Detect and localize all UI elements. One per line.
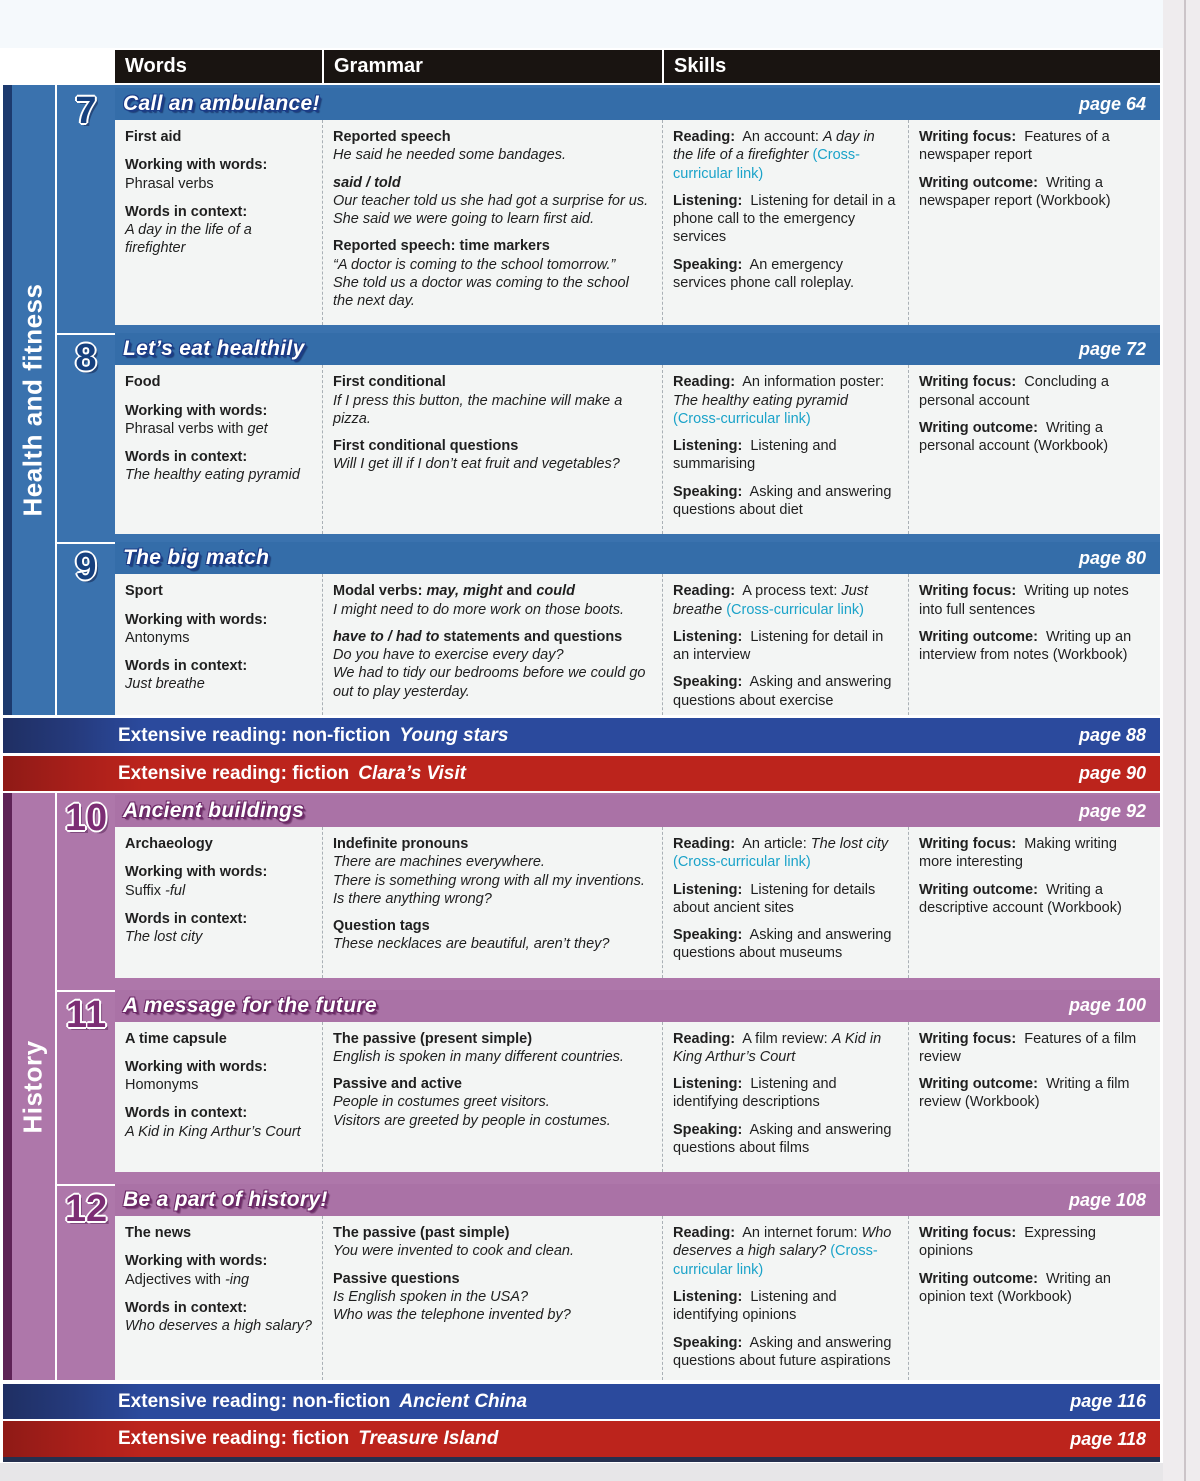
unit-title-bar <box>115 795 1160 827</box>
grammar-heading: The passive (present simple) <box>333 1030 533 1047</box>
unit-number: 9 <box>57 542 115 715</box>
writing-outcome: Writing outcome: Writing a descriptive account (Workbook) <box>919 881 1122 916</box>
extensive-reading-fiction-treasure-island: Extensive reading: fiction Treasure Island page 118 <box>3 1421 1160 1457</box>
page-right-margin <box>1163 0 1200 1481</box>
words-topic: A time capsule <box>125 1030 227 1047</box>
writing-focus: Writing focus: Features of a newspaper report <box>919 129 1110 164</box>
grammar-example: Do you have to exercise every day? <box>333 647 564 664</box>
grammar-heading: Passive and active <box>333 1076 462 1093</box>
unit-page-number: page 100 <box>1068 995 1146 1016</box>
page-bottom-margin <box>0 1463 1163 1481</box>
working-with-words-value: Adjectives with -ing <box>125 1271 250 1288</box>
skills-speaking: Speaking: Asking and answering questions about diet <box>673 483 892 518</box>
column-header-grammar: Grammar <box>322 50 662 83</box>
unit-title-bar <box>115 542 1160 574</box>
unit-number: 12 <box>57 1184 115 1380</box>
words-cell <box>115 1216 322 1380</box>
skills-listening: Listening: Listening for detail in an interview <box>673 628 884 664</box>
words-in-context-value: Who deserves a high salary? <box>125 1318 312 1335</box>
writing-cell <box>908 574 1160 715</box>
skills-cell <box>662 365 908 534</box>
skills-listening: Listening: Listening and identifying opinions <box>673 1288 837 1324</box>
grammar-heading: First conditional <box>333 374 446 391</box>
words-in-context-label: Words in context: <box>125 449 248 466</box>
extensive-reading-fiction-claras-visit: Extensive reading: fiction Clara’s Visit page 90 <box>3 756 1160 791</box>
working-with-words-label: Working with words: <box>125 157 268 174</box>
unit-number: 7 <box>75 90 97 132</box>
skills-speaking: Speaking: An emergency services phone call roleplay. <box>673 256 855 291</box>
writing-cell <box>908 1022 1160 1173</box>
grammar-example: Who was the telephone invented by? <box>333 1307 571 1324</box>
writing-outcome: Writing outcome: Writing an opinion text (Workbook) <box>919 1270 1111 1305</box>
unit-number: 8 <box>57 333 115 534</box>
working-with-words-value: Phrasal verbs with get <box>125 420 268 437</box>
unit-page-number: page 64 <box>1078 93 1146 114</box>
words-topic: The news <box>125 1225 192 1242</box>
writing-focus: Writing focus: Making writing more interesting <box>919 836 1117 871</box>
skills-reading: Reading: A film review: A Kid in King Arthur’s Court <box>673 1030 882 1065</box>
grammar-example: Will I get ill if I don’t eat fruit and vegetables? <box>333 456 620 473</box>
words-cell <box>115 365 322 534</box>
skills-speaking: Speaking: Asking and answering questions about future aspirations <box>673 1334 892 1369</box>
unit-title-bar <box>115 990 1160 1022</box>
unit-title-bar <box>115 88 1160 120</box>
skills-cell <box>662 1022 908 1173</box>
grammar-heading: Reported speech: time markers <box>333 238 550 255</box>
grammar-example: There are machines everywhere. <box>333 854 545 871</box>
grammar-cell <box>322 1216 662 1380</box>
writing-focus: Writing focus: Expressing opinions <box>919 1225 1096 1260</box>
unit-title: A message for the future <box>123 993 377 1017</box>
grammar-example: He said he needed some bandages. <box>333 147 566 164</box>
writing-outcome: Writing outcome: Writing a newspaper report (Workbook) <box>919 174 1111 209</box>
writing-cell <box>908 120 1160 325</box>
words-in-context-label: Words in context: <box>125 658 248 675</box>
cross-curricular-link: (Cross-curricular link) <box>673 1243 878 1278</box>
grammar-example: Is there anything wrong? <box>333 890 492 907</box>
grammar-example: I might need to do more work on those boots. <box>333 601 624 618</box>
words-cell <box>115 574 322 715</box>
working-with-words-label: Working with words: <box>125 402 268 419</box>
unit-number: 11 <box>57 990 115 1173</box>
grammar-cell <box>322 827 662 978</box>
sidebar-theme-label-history: History <box>17 1039 48 1134</box>
grammar-heading: Indefinite pronouns <box>333 836 469 852</box>
words-in-context-value: Just breathe <box>125 676 205 693</box>
unit-title: Be a part of history! <box>123 1188 328 1212</box>
skills-cell <box>662 1216 908 1380</box>
column-header-skills: Skills <box>662 50 1160 83</box>
section-history <box>3 793 1160 1380</box>
grammar-example: “A doctor is coming to the school tomorrow.” <box>333 256 616 273</box>
sidebar-theme-label-health-and-fitness: Health and fitness <box>17 283 48 517</box>
unit-row-9 <box>57 542 1160 715</box>
words-cell <box>115 1022 322 1173</box>
section-health-and-fitness <box>3 85 1160 715</box>
working-with-words-label: Working with words: <box>125 1058 268 1075</box>
unit-page-number: page 80 <box>1078 547 1146 568</box>
extensive-reading-nonfiction-young-stars: Extensive reading: non-fiction Young stars page 88 <box>3 718 1160 753</box>
grammar-heading: The passive (past simple) <box>333 1225 510 1242</box>
page-top-margin <box>0 0 1163 48</box>
grammar-heading: First conditional questions <box>333 438 519 455</box>
cross-curricular-link: (Cross-curricular link) <box>673 854 811 871</box>
skills-reading: Reading: A process text: Just breathe (Cross-curricular link) <box>673 583 868 618</box>
words-topic: Archaeology <box>125 836 213 852</box>
words-cell <box>115 827 322 978</box>
grammar-example: English is spoken in many different countries. <box>333 1048 624 1065</box>
extensive-reading-nonfiction-ancient-china: Extensive reading: non-fiction Ancient China page 116 <box>3 1384 1160 1419</box>
words-topic: Food <box>125 374 161 391</box>
unit-number: 10 <box>64 797 108 839</box>
working-with-words-label: Working with words: <box>125 864 268 881</box>
writing-cell <box>908 1216 1160 1380</box>
words-cell <box>115 120 322 325</box>
working-with-words-label: Working with words: <box>125 1253 268 1270</box>
words-in-context-value: The healthy eating pyramid <box>125 467 300 484</box>
grammar-heading: Question tags <box>333 918 430 935</box>
writing-outcome: Writing outcome: Writing up an interview from notes (Workbook) <box>919 628 1132 664</box>
skills-cell <box>662 574 908 715</box>
grammar-example: Our teacher told us she had got a surprise for us. <box>333 192 649 209</box>
skills-cell <box>662 120 908 325</box>
grammar-example: Is English spoken in the USA? <box>333 1288 529 1305</box>
unit-row-12 <box>57 1184 1160 1380</box>
grammar-example: You were invented to cook and clean. <box>333 1243 575 1260</box>
grammar-example: She told us a doctor was coming to the school the next day. <box>333 274 629 310</box>
page-bottom-edge <box>3 1457 1160 1462</box>
grammar-cell <box>322 120 662 325</box>
grammar-cell <box>322 574 662 715</box>
skills-listening: Listening: Listening and identifying descriptions <box>673 1076 837 1111</box>
grammar-heading: Passive questions <box>333 1270 460 1287</box>
words-in-context-value: The lost city <box>125 929 203 946</box>
unit-row-10 <box>57 795 1160 978</box>
writing-focus: Writing focus: Writing up notes into full sentences <box>919 583 1129 618</box>
grammar-heading: Reported speech <box>333 129 451 145</box>
skills-reading: Reading: An information poster: The healthy eating pyramid (Cross-curricular link) <box>673 374 885 427</box>
unit-title: Call an ambulance! <box>123 92 320 115</box>
skills-listening: Listening: Listening for details about ancient sites <box>673 881 876 916</box>
grammar-example: She said we were going to learn first aid. <box>333 211 595 228</box>
grammar-example: Visitors are greeted by people in costumes. <box>333 1112 611 1129</box>
skills-speaking: Speaking: Asking and answering questions about films <box>673 1121 892 1156</box>
grammar-example: We had to tidy our bedrooms before we could go out to play yesterday. <box>333 665 646 700</box>
grammar-heading: Modal verbs: may, might and could <box>333 583 575 600</box>
column-header <box>115 50 1160 83</box>
unit-row-7 <box>57 88 1160 325</box>
words-in-context-label: Words in context: <box>125 1105 248 1122</box>
skills-reading: Reading: An article: The lost city (Cross-curricular link) <box>673 836 889 871</box>
writing-focus: Writing focus: Features of a film review <box>919 1030 1137 1065</box>
grammar-example: These necklaces are beautiful, aren’t they? <box>333 936 610 953</box>
unit-title-bar <box>115 1184 1160 1216</box>
writing-outcome: Writing outcome: Writing a film review (Workbook) <box>919 1076 1130 1111</box>
skills-speaking: Speaking: Asking and answering questions about museums <box>673 927 892 962</box>
unit-title-bar <box>115 333 1160 365</box>
writing-focus: Writing focus: Concluding a personal account <box>919 374 1109 409</box>
words-in-context-label: Words in context: <box>125 1299 248 1316</box>
skills-reading: Reading: An internet forum: Who deserves a high salary? (Cross-curricular link) <box>673 1225 892 1278</box>
unit-title: Let’s eat healthily <box>123 337 305 361</box>
working-with-words-value: Phrasal verbs <box>125 175 214 192</box>
unit-title: The big match <box>123 546 270 570</box>
skills-listening: Listening: Listening and summarising <box>673 438 837 473</box>
working-with-words-label: Working with words: <box>125 611 268 628</box>
words-in-context-label: Words in context: <box>125 910 248 927</box>
writing-cell <box>908 827 1160 978</box>
column-header-words: Words <box>125 55 187 77</box>
grammar-heading: said / told <box>333 174 401 191</box>
cross-curricular-link: (Cross-curricular link) <box>673 410 811 427</box>
grammar-example: If I press this button, the machine will make a pizza. <box>333 392 623 427</box>
grammar-cell <box>322 365 662 534</box>
unit-page-number: page 108 <box>1068 1189 1146 1210</box>
grammar-example: People in costumes greet visitors. <box>333 1094 550 1111</box>
grammar-cell <box>322 1022 662 1173</box>
words-in-context-label: Words in context: <box>125 203 248 220</box>
cross-curricular-link: (Cross-curricular link) <box>673 147 860 182</box>
skills-speaking: Speaking: Asking and answering questions about exercise <box>673 674 892 709</box>
words-topic: First aid <box>125 129 182 145</box>
page-fold-line <box>1184 0 1186 1481</box>
working-with-words-value: Homonyms <box>125 1077 199 1094</box>
cross-curricular-link: (Cross-curricular link) <box>726 601 864 618</box>
skills-reading: Reading: An account: A day in the life of a firefighter (Cross-curricular link) <box>673 129 875 182</box>
grammar-example: There is something wrong with all my inventions. <box>333 872 645 889</box>
working-with-words-value: Suffix -ful <box>125 882 186 899</box>
unit-row-11 <box>57 990 1160 1173</box>
writing-cell <box>908 365 1160 534</box>
words-in-context-value: A Kid in King Arthur’s Court <box>125 1123 301 1140</box>
grammar-heading: have to / had to statements and questions <box>333 628 623 645</box>
words-in-context-value: A day in the life of a firefighter <box>125 222 252 257</box>
words-topic: Sport <box>125 583 163 600</box>
writing-outcome: Writing outcome: Writing a personal account (Workbook) <box>919 419 1109 455</box>
unit-page-number: page 92 <box>1078 800 1146 821</box>
skills-cell <box>662 827 908 978</box>
skills-listening: Listening: Listening for detail in a phone call to the emergency services <box>673 192 896 246</box>
unit-page-number: page 72 <box>1078 338 1146 359</box>
unit-title: Ancient buildings <box>123 799 305 822</box>
working-with-words-value: Antonyms <box>125 629 190 646</box>
unit-row-8 <box>57 333 1160 534</box>
